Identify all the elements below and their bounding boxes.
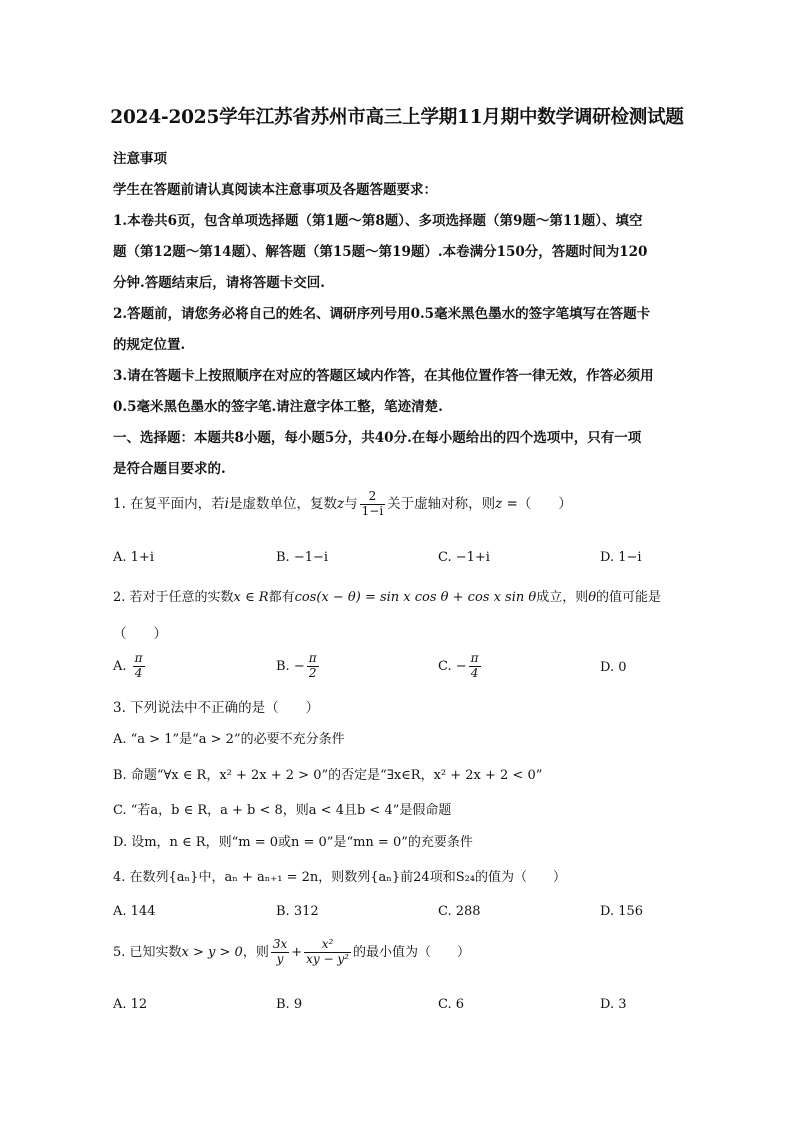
q5-option-c: C. 6 xyxy=(438,997,465,1012)
q3-option-a: A. “a > 1”是“a > 2”的必要不充分条件 xyxy=(113,732,345,747)
notice-intro: 学生在答题前请认真阅读本注意事项及各题答题要求： xyxy=(113,182,437,198)
note-line: 分钟.答题结束后，请将答题卡交回. xyxy=(113,275,325,291)
note-line: 1.本卷共6页，包含单项选择题（第1题～第8题）、多项选择题（第9题～第11题）、填空 xyxy=(113,213,643,229)
question-5-stem: 5. 已知实数x > y > 0，则 $\frac{3x}{y}$ + $\frac{\text{x²}}{\text{xy − y²}}$ 的最小值为（ ） xyxy=(113,937,470,966)
q3-option-b: B. 命题“∀x ∈ R，x² + 2x + 2 > 0”的否定是“∃x∈R，x² + 2x + 2 < 0” xyxy=(113,768,543,783)
q1-option-d: D. 1−i xyxy=(600,550,642,565)
section-heading: 一、选择题：本题共8小题，每小题5分，共40分.在每小题给出的四个选项中，只有一项 xyxy=(113,430,642,446)
question-4-stem: 4. 在数列{aₙ}中，aₙ + aₙ₊₁ = 2n，则数列{aₙ}前24项和S₂₄的值为（ ） xyxy=(113,870,567,885)
q5-option-d: D. 3 xyxy=(600,997,627,1012)
question-2-paren: （ ） xyxy=(113,626,167,642)
q2-option-a: A. $\frac{\pi}{4}$ xyxy=(113,651,143,680)
fraction: $\frac{\pi}{4}$ xyxy=(470,651,479,680)
imaginary-unit: i xyxy=(224,495,229,512)
q4-option-a: A. 144 xyxy=(113,904,156,919)
section-heading-cont: 是符合题目要求的. xyxy=(113,461,226,477)
q3-option-c: C. “若a，b ∈ R，a + b < 8，则a < 4且b < 4”是假命题 xyxy=(113,803,452,818)
note-line: 2.答题前，请您务必将自己的姓名、调研序列号用0.5毫米黑色墨水的签字笔填写在答题卡 xyxy=(113,306,651,322)
note-line: 题（第12题～第14题）、解答题（第15题～第19题）.本卷满分150分，答题时间为120 xyxy=(113,244,648,260)
fraction: $\frac{\pi}{2}$ xyxy=(308,651,317,680)
q2-option-d: D. 0 xyxy=(600,660,627,675)
q4-option-d: D. 156 xyxy=(600,904,644,919)
q3-option-d: D. 设m，n ∈ R，则“m = 0或n = 0”是“mn = 0”的充要条件 xyxy=(113,835,473,850)
question-1-stem: 1. 在复平面内，若i是虚数单位，复数z与 $\frac{2}{1-i}$ 关于虚轴对称，则z =（ ） xyxy=(113,489,572,518)
fraction: $\frac{2}{1-i}$ xyxy=(361,489,384,518)
q4-option-b: B. 312 xyxy=(276,904,319,919)
q5-option-a: A. 12 xyxy=(113,997,148,1012)
document-title: 2024-2025学年江苏省苏州市高三上学期11月期中数学调研检测试题 xyxy=(110,107,684,128)
q5-option-b: B. 9 xyxy=(276,997,303,1012)
fraction: $\frac{\pi}{4}$ xyxy=(134,651,143,680)
question-2-stem: 2. 若对于任意的实数x ∈ R都有cos(x − θ) = sin x cos θ + cos x sin θ成立，则θ的值可能是 xyxy=(113,590,662,605)
question-3-stem: 3. 下列说法中不正确的是（ ） xyxy=(113,700,320,716)
q2-option-b: B. − $\frac{\pi}{2}$ xyxy=(276,651,317,680)
notice-heading: 注意事项 xyxy=(113,151,167,167)
note-line: 的规定位置. xyxy=(113,337,186,353)
q2-option-c: C. − $\frac{\pi}{4}$ xyxy=(438,651,479,680)
note-line: 3.请在答题卡上按照顺序在对应的答题区域内作答，在其他位置作答一律无效，作答必须用 xyxy=(113,368,654,384)
note-line: 0.5毫米黑色墨水的签字笔.请注意字体工整，笔迹清楚. xyxy=(113,399,443,415)
q1-option-c: C. −1+i xyxy=(438,550,490,565)
fraction: $\frac{3x}{y}$ xyxy=(272,937,288,966)
q1-option-b: B. −1−i xyxy=(276,550,329,565)
q1-option-a: A. 1+i xyxy=(113,550,154,565)
fraction: $\frac{\text{x²}}{\text{xy − y²}}$ xyxy=(306,937,349,966)
q4-option-c: C. 288 xyxy=(438,904,481,919)
